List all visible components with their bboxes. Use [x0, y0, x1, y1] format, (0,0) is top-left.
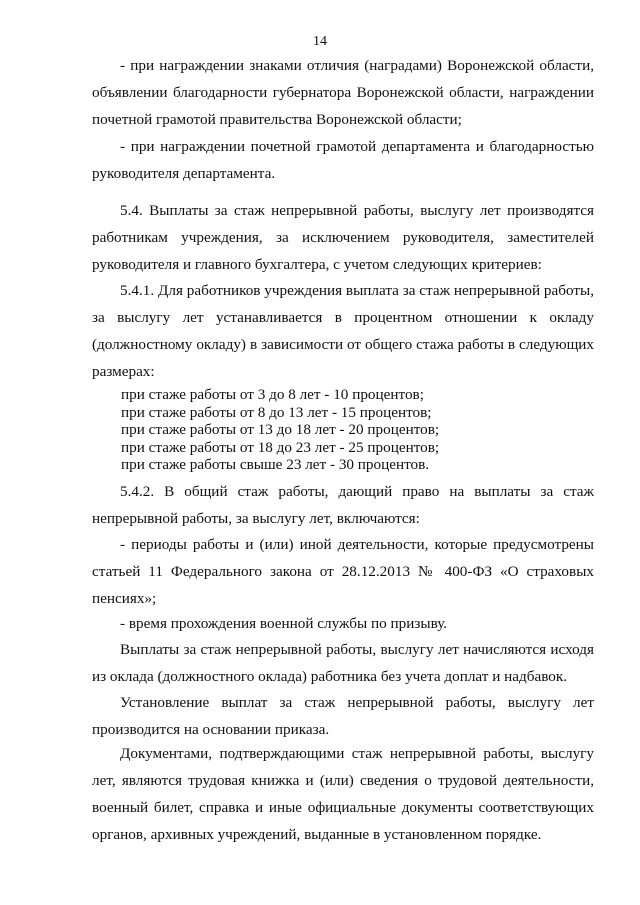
paragraph-5-4-1: 5.4.1. Для работников учреждения выплата за стаж непрерывной работы, за выслугу лет устанавливается в процентном отношении к окладу (должностному окладу) в зависимости от общего стажа работы в следующих размерах:: [92, 282, 594, 380]
paragraph-order-basis: Установление выплат за стаж непрерывной работы, выслугу лет производится на основании приказа.: [92, 694, 594, 738]
page-number: 14: [313, 34, 327, 49]
seniority-scale-item: при стаже работы от 8 до 13 лет - 15 процентов;: [121, 403, 432, 421]
seniority-scale-item: при стаже работы от 13 до 18 лет - 20 процентов;: [121, 421, 440, 438]
paragraph-calculation-basis: Выплаты за стаж непрерывной работы, выслугу лет начисляются исходя из оклада (должностного оклада) работника без учета доплат и надбавок.: [92, 641, 594, 685]
paragraph-military-service: - время прохождения военной службы по призыву.: [120, 615, 448, 632]
seniority-scale-item: при стаже работы от 3 до 8 лет - 10 процентов;: [121, 386, 424, 403]
paragraph-federal-law-periods: - периоды работы и (или) иной деятельности, которые предусмотрены статьей 11 Федерального закона от 28.12.2013 № 400-ФЗ «О страховых пенсиях»;: [92, 536, 594, 607]
paragraph-supporting-documents: Документами, подтверждающими стаж непрерывной работы, выслугу лет, являются трудовая книжка и (или) сведения о трудовой деятельности, военный билет, справка и иные официальные документы соответствующих органов, архивных учреждений, выданные в установленном порядке.: [92, 745, 594, 843]
seniority-scale-list: [121, 386, 581, 474]
seniority-scale-item: при стаже работы от 18 до 23 лет - 25 процентов;: [121, 438, 440, 456]
paragraph-5-4: 5.4. Выплаты за стаж непрерывной работы, выслугу лет производятся работникам учреждения, за исключением руководителя, заместителей руководителя и главного бухгалтера, с учетом следующих критериев:: [92, 202, 594, 273]
paragraph-regional-awards: - при награждении знаками отличия (наградами) Воронежской области, объявлении благодарности губернатора Воронежской области, награждении почетной грамотой правительства Воронежской области;: [92, 57, 594, 128]
paragraph-department-awards: - при награждении почетной грамотой департамента и благодарностью руководителя департамента.: [92, 138, 594, 182]
seniority-scale-item: при стаже работы свыше 23 лет - 30 процентов.: [121, 456, 430, 473]
paragraph-5-4-2: 5.4.2. В общий стаж работы, дающий право на выплаты за стаж непрерывной работы, за выслугу лет, включаются:: [92, 483, 594, 527]
